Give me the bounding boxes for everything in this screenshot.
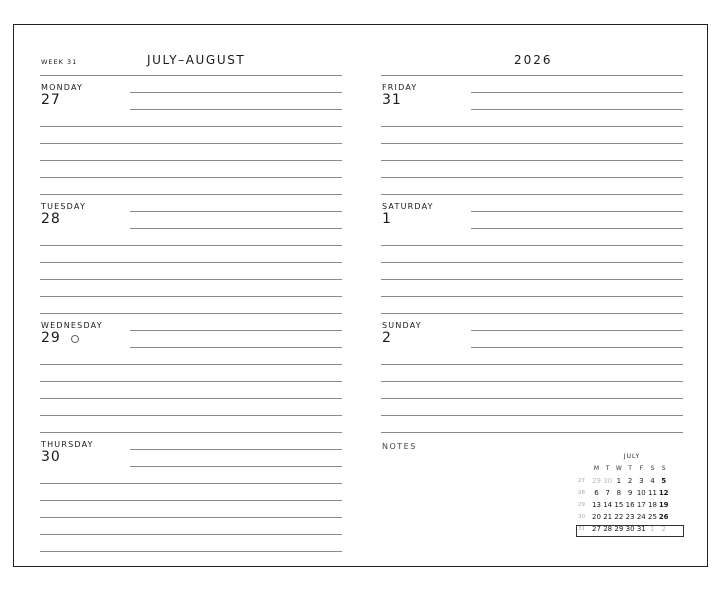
mini-day: 5 xyxy=(661,477,667,485)
day-ruled-line xyxy=(40,313,342,314)
mini-weekday-header: T xyxy=(628,465,632,472)
day-ruled-line xyxy=(381,160,683,161)
mini-day: 28 xyxy=(603,525,613,533)
mini-day: 20 xyxy=(592,513,601,521)
day-header-line xyxy=(130,347,342,348)
day-ruled-line xyxy=(40,262,342,263)
months-label: JULY–AUGUST xyxy=(147,53,246,67)
day-ruled-line xyxy=(40,177,342,178)
day-ruled-line xyxy=(40,517,342,518)
day-header-line xyxy=(130,228,342,229)
week-label: WEEK 31 xyxy=(41,58,78,66)
mini-weekday-header: W xyxy=(615,465,622,472)
mini-week-number: 28 xyxy=(578,490,585,496)
day-number: 30 xyxy=(41,449,61,465)
mini-day: 21 xyxy=(603,513,613,521)
day-header-line xyxy=(471,228,683,229)
day-ruled-line xyxy=(40,160,342,161)
mini-day: 12 xyxy=(658,489,669,497)
day-number: 31 xyxy=(382,92,402,108)
mini-weekday-header: M xyxy=(593,465,600,472)
day-name: WEDNESDAY xyxy=(41,321,103,330)
day-ruled-line xyxy=(40,381,342,382)
mini-day: 14 xyxy=(603,501,613,509)
mini-week-number: 27 xyxy=(578,478,585,484)
day-ruled-line xyxy=(40,126,342,127)
day-ruled-line xyxy=(381,398,683,399)
day-number: 27 xyxy=(41,92,61,108)
day-name: FRIDAY xyxy=(382,83,418,92)
mini-weekday-header: S xyxy=(661,465,666,472)
day-ruled-line xyxy=(40,143,342,144)
day-ruled-line xyxy=(381,126,683,127)
day-ruled-line xyxy=(381,432,683,433)
day-number: 2 xyxy=(382,330,392,346)
mini-day: 26 xyxy=(658,513,669,521)
mini-day: 30 xyxy=(625,525,635,533)
mini-day: 24 xyxy=(636,513,646,521)
day-header-line xyxy=(130,109,342,110)
day-name: MONDAY xyxy=(41,83,84,92)
day-ruled-line xyxy=(381,194,683,195)
mini-day: 4 xyxy=(650,477,655,485)
day-header-line xyxy=(471,347,683,348)
day-header-line xyxy=(471,330,683,331)
mini-day: 15 xyxy=(614,501,624,509)
day-ruled-line xyxy=(381,245,683,246)
day-name: SATURDAY xyxy=(382,202,434,211)
day-ruled-line xyxy=(40,296,342,297)
mini-day: 9 xyxy=(627,489,633,497)
day-ruled-line xyxy=(40,415,342,416)
day-ruled-line xyxy=(40,245,342,246)
mini-day: 16 xyxy=(625,501,635,509)
day-ruled-line xyxy=(381,296,683,297)
mini-day: 8 xyxy=(616,489,622,497)
day-ruled-line xyxy=(381,143,683,144)
day-header-line xyxy=(130,449,342,450)
mini-day: 17 xyxy=(636,501,646,509)
day-ruled-line xyxy=(381,313,683,314)
mini-week-number: 31 xyxy=(578,526,585,532)
mini-day: 2 xyxy=(661,525,666,533)
day-ruled-line xyxy=(40,194,342,195)
day-ruled-line xyxy=(40,279,342,280)
day-ruled-line xyxy=(40,398,342,399)
mini-weekday-header: T xyxy=(605,465,610,472)
day-header-line xyxy=(130,92,342,93)
day-ruled-line xyxy=(40,483,342,484)
mini-day: 10 xyxy=(636,489,646,497)
day-ruled-line xyxy=(381,364,683,365)
top-rule-right xyxy=(381,75,683,76)
mini-day: 6 xyxy=(594,489,599,497)
mini-weekday-header: S xyxy=(650,465,655,472)
mini-calendar-title: JULY xyxy=(623,453,641,460)
mini-day: 29 xyxy=(614,525,624,533)
day-ruled-line xyxy=(40,500,342,501)
day-ruled-line xyxy=(40,551,342,552)
mini-day: 1 xyxy=(650,525,655,533)
day-number: 28 xyxy=(41,211,61,227)
day-header-line xyxy=(471,109,683,110)
mini-day: 11 xyxy=(648,489,657,497)
mini-day: 27 xyxy=(592,525,601,533)
day-ruled-line xyxy=(381,262,683,263)
day-ruled-line xyxy=(381,381,683,382)
mini-day: 31 xyxy=(636,525,646,533)
day-header-line xyxy=(130,211,342,212)
day-ruled-line xyxy=(381,279,683,280)
mini-day: 29 xyxy=(592,477,601,485)
mini-day: 7 xyxy=(605,489,610,497)
mini-day: 18 xyxy=(648,501,657,509)
day-ruled-line xyxy=(381,177,683,178)
day-number: 29 xyxy=(41,330,61,346)
day-header-line xyxy=(130,330,342,331)
year-label: 2026 xyxy=(514,53,553,67)
full-moon-icon xyxy=(71,335,79,343)
planner-page xyxy=(13,24,708,567)
day-header-line xyxy=(471,211,683,212)
day-ruled-line xyxy=(40,364,342,365)
top-rule-left xyxy=(40,75,342,76)
mini-day: 23 xyxy=(625,513,635,521)
day-name: SUNDAY xyxy=(382,321,422,330)
mini-weekday-header: F xyxy=(639,465,644,472)
day-name: THURSDAY xyxy=(41,440,94,449)
mini-day: 19 xyxy=(658,501,669,509)
day-name: TUESDAY xyxy=(41,202,87,211)
mini-day: 3 xyxy=(639,477,644,485)
mini-day: 30 xyxy=(603,477,613,485)
notes-label: NOTES xyxy=(382,442,417,451)
mini-week-number: 30 xyxy=(578,514,585,520)
day-header-line xyxy=(471,92,683,93)
day-ruled-line xyxy=(381,415,683,416)
mini-day: 25 xyxy=(648,513,657,521)
mini-day: 13 xyxy=(592,501,601,509)
day-ruled-line xyxy=(40,432,342,433)
mini-day: 1 xyxy=(616,477,622,485)
day-number: 1 xyxy=(382,211,392,227)
mini-week-number: 29 xyxy=(578,502,585,508)
day-ruled-line xyxy=(40,534,342,535)
day-header-line xyxy=(130,466,342,467)
mini-day: 2 xyxy=(627,477,633,485)
mini-day: 22 xyxy=(614,513,624,521)
